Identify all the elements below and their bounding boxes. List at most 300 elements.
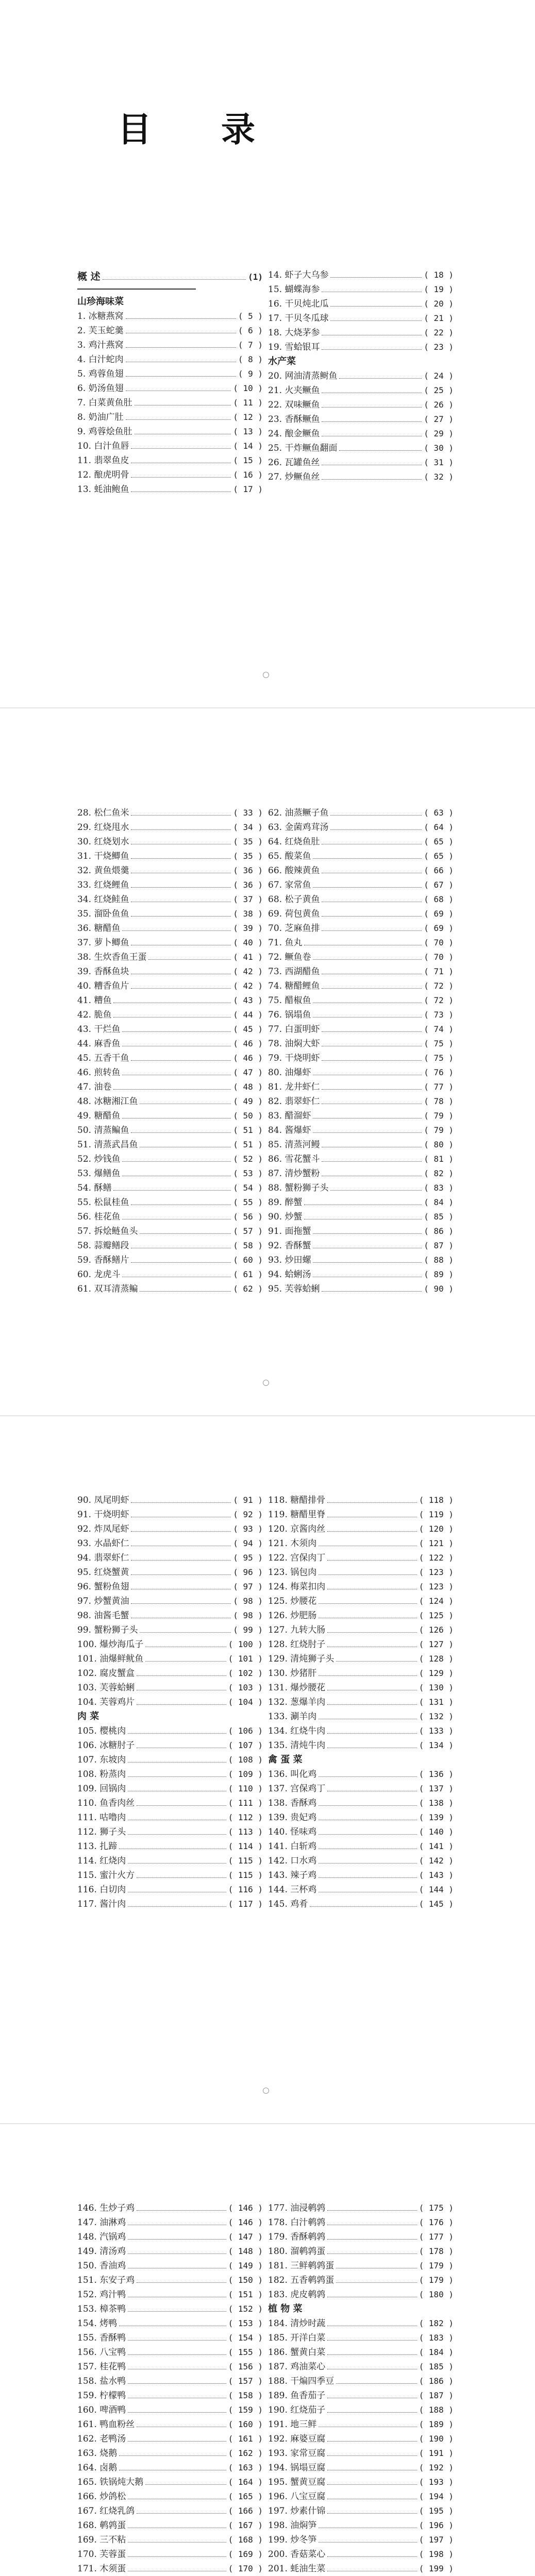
toc-entry[interactable] (268, 2316, 454, 2331)
toc-entry[interactable] (77, 2345, 263, 2360)
toc-entry[interactable] (268, 878, 454, 892)
toc-entry[interactable] (268, 1181, 454, 1195)
toc-entry[interactable] (268, 849, 454, 863)
toc-entry[interactable] (268, 1551, 454, 1565)
toc-entry[interactable] (77, 1782, 263, 1796)
toc-entry[interactable] (268, 369, 454, 383)
toc-entry-title: 7. 白菜黄鱼肚 (77, 398, 132, 408)
leader-dots (339, 378, 422, 379)
toc-entry[interactable] (77, 863, 263, 878)
toc-entry[interactable] (268, 2432, 454, 2446)
toc-entry-title: 65. 酸菜鱼 (268, 851, 311, 861)
toc-entry[interactable] (77, 1810, 263, 1825)
toc-entry[interactable] (268, 1224, 454, 1239)
toc-entry[interactable] (268, 2374, 454, 2388)
toc-entry[interactable] (77, 2273, 263, 2287)
toc-entry[interactable] (77, 352, 263, 367)
toc-entry[interactable] (77, 993, 263, 1008)
toc-entry[interactable] (77, 1724, 263, 1738)
leader-dots (336, 1661, 416, 1662)
toc-entry-title: 91. 干烧明虾 (77, 1510, 129, 1520)
toc-entry[interactable] (268, 1796, 454, 1810)
toc-entry-title: 168. 鹌鹑蛋 (77, 2520, 126, 2531)
toc-entry[interactable] (268, 1637, 454, 1652)
toc-entry-title: 94. 翡翠虾仁 (77, 1553, 129, 1563)
toc-entry[interactable] (77, 1094, 263, 1109)
toc-page (0, 1416, 535, 2124)
toc-entry[interactable] (77, 1753, 263, 1767)
toc-entry[interactable] (77, 907, 263, 921)
toc-entry-title: 24. 酿金鳜鱼 (268, 429, 320, 439)
toc-entry[interactable] (77, 439, 263, 453)
toc-entry[interactable] (268, 2475, 454, 2489)
toc-entry[interactable] (268, 1666, 454, 1681)
toc-entry[interactable] (268, 820, 454, 835)
toc-entry-title: 142. 口水鸡 (268, 1856, 317, 1866)
toc-entry[interactable] (268, 1854, 454, 1868)
toc-entry-page: ( 146 ) (228, 2203, 263, 2213)
toc-entry-page: ( 86 ) (424, 1226, 454, 1236)
toc-entry[interactable] (77, 1839, 263, 1854)
leader-dots (140, 1291, 231, 1292)
toc-entry[interactable] (77, 1109, 263, 1123)
toc-entry[interactable] (268, 1623, 454, 1637)
toc-entry[interactable] (77, 921, 263, 936)
toc-entry[interactable] (77, 2475, 263, 2489)
toc-entry[interactable] (77, 1623, 263, 1637)
toc-entry[interactable] (268, 1897, 454, 1911)
toc-entry[interactable] (268, 835, 454, 849)
toc-entry[interactable] (268, 427, 454, 441)
toc-entry[interactable] (77, 1008, 263, 1022)
toc-entry[interactable] (77, 1224, 263, 1239)
toc-entry[interactable] (268, 2273, 454, 2287)
toc-entry[interactable] (268, 1282, 454, 1296)
toc-entry-page: ( 20 ) (424, 299, 454, 309)
toc-entry-page: ( 196 ) (419, 2520, 454, 2530)
toc-entry-title: 47. 油卷 (77, 1082, 112, 1092)
toc-entry[interactable] (268, 1195, 454, 1210)
toc-entry[interactable] (77, 367, 263, 381)
toc-entry[interactable] (268, 1166, 454, 1181)
toc-entry[interactable] (77, 410, 263, 425)
toc-entry[interactable] (77, 2201, 263, 2215)
toc-entry[interactable] (268, 1109, 454, 1123)
toc-entry[interactable] (268, 326, 454, 340)
toc-entry-page: ( 24 ) (424, 371, 454, 381)
toc-entry[interactable] (77, 2259, 263, 2273)
toc-entry[interactable] (77, 2533, 263, 2547)
toc-entry[interactable] (268, 1681, 454, 1695)
toc-entry[interactable] (268, 1008, 454, 1022)
toc-entry[interactable] (268, 1738, 454, 1753)
leader-dots (322, 421, 422, 422)
toc-entry[interactable] (77, 453, 263, 468)
toc-entry[interactable] (77, 468, 263, 482)
toc-entry[interactable] (268, 2417, 454, 2432)
toc-entry-page: ( 175 ) (419, 2203, 454, 2213)
toc-entry[interactable] (268, 936, 454, 950)
toc-entry-page: ( 67 ) (424, 880, 454, 890)
toc-entry[interactable] (268, 1839, 454, 1854)
toc-entry[interactable] (268, 1239, 454, 1253)
toc-entry[interactable] (268, 2345, 454, 2360)
leader-dots (327, 1531, 416, 1532)
toc-entry-title: 85. 清蒸河鳗 (268, 1140, 320, 1150)
toc-entry[interactable] (77, 806, 263, 820)
toc-entry[interactable] (77, 1166, 263, 1181)
toc-entry[interactable] (268, 2215, 454, 2230)
toc-entry[interactable] (77, 1868, 263, 1883)
toc-entry[interactable] (77, 1282, 263, 1296)
toc-entry-page: ( 179 ) (419, 2275, 454, 2285)
toc-entry[interactable] (77, 849, 263, 863)
toc-entry[interactable] (77, 1080, 263, 1094)
toc-entry[interactable] (77, 1267, 263, 1282)
toc-entry-page: ( 125 ) (419, 1611, 454, 1620)
leader-dots (128, 2556, 226, 2557)
toc-entry[interactable] (268, 441, 454, 455)
toc-entry[interactable] (268, 1065, 454, 1080)
toc-entry[interactable] (77, 1897, 263, 1911)
toc-entry-title: 40. 糟香鱼片 (77, 981, 129, 991)
toc-entry[interactable] (268, 1253, 454, 1267)
toc-entry-page: ( 79 ) (424, 1125, 454, 1135)
toc-entry[interactable] (77, 2403, 263, 2417)
toc-entry[interactable] (268, 2504, 454, 2518)
toc-entry[interactable] (77, 2562, 263, 2576)
toc-entry[interactable] (268, 1580, 454, 1594)
toc-entry[interactable] (268, 2287, 454, 2302)
toc-entry-title: 154. 烤鸭 (77, 2318, 118, 2329)
toc-entry[interactable] (268, 383, 454, 398)
leader-dots (327, 2513, 416, 2514)
toc-entry[interactable] (77, 2417, 263, 2432)
toc-entry-page: ( 100 ) (228, 1639, 263, 1649)
toc-entry[interactable] (77, 1565, 263, 1580)
toc-entry[interactable] (268, 2446, 454, 2461)
toc-entry[interactable] (268, 1138, 454, 1152)
toc-entry[interactable] (268, 1810, 454, 1825)
toc-section-heading[interactable] (268, 2302, 454, 2316)
leader-dots (131, 829, 231, 830)
leader-dots (327, 2412, 416, 2413)
toc-entry-title: 84. 酱爆虾 (268, 1125, 311, 1136)
toc-section-heading[interactable] (77, 268, 263, 285)
leader-dots (339, 450, 422, 451)
toc-entry-page: ( 130 ) (419, 1683, 454, 1692)
toc-entry[interactable] (268, 2533, 454, 2547)
toc-entry[interactable] (77, 1883, 263, 1897)
toc-entry[interactable] (268, 1152, 454, 1166)
leader-dots (327, 2441, 416, 2442)
toc-entry-title: 121. 木须肉 (268, 1538, 317, 1549)
toc-entry[interactable] (268, 1565, 454, 1580)
toc-entry[interactable] (77, 835, 263, 849)
toc-entry-page: ( 123 ) (419, 1582, 454, 1591)
toc-entry[interactable] (268, 892, 454, 907)
toc-entry-title: 74. 糖醋鲤鱼 (268, 981, 320, 991)
toc-entry-title: 161. 鸭血粉丝 (77, 2419, 135, 2430)
toc-entry[interactable] (77, 381, 263, 396)
toc-entry[interactable] (268, 2360, 454, 2374)
toc-entry-title: 63. 金菌鸡茸汤 (268, 822, 329, 833)
toc-entry[interactable] (268, 964, 454, 979)
toc-entry-page: ( 182 ) (419, 2318, 454, 2328)
toc-entry[interactable] (77, 1123, 263, 1138)
toc-entry-page: ( 72 ) (424, 995, 454, 1005)
toc-entry[interactable] (268, 1868, 454, 1883)
toc-entry-title: 41. 糟鱼 (77, 995, 112, 1006)
toc-entry[interactable] (77, 2360, 263, 2374)
toc-entry[interactable] (77, 2374, 263, 2388)
toc-entry[interactable] (268, 1782, 454, 1796)
toc-entry[interactable] (77, 2446, 263, 2461)
leader-dots (137, 2513, 226, 2514)
toc-section-heading[interactable] (268, 1753, 454, 1767)
toc-entry-page: ( 80 ) (424, 1140, 454, 1149)
toc-entry-page: ( 17 ) (233, 484, 263, 494)
toc-entry[interactable] (77, 338, 263, 352)
toc-entry[interactable] (77, 425, 263, 439)
toc-section-heading[interactable] (268, 354, 454, 369)
toc-entry-page: ( 38 ) (233, 909, 263, 919)
toc-entry[interactable] (77, 2244, 263, 2259)
toc-entry[interactable] (77, 1854, 263, 1868)
toc-entry[interactable] (77, 1695, 263, 1709)
toc-entry[interactable] (268, 297, 454, 311)
toc-entry[interactable] (77, 1037, 263, 1051)
toc-entry[interactable] (268, 1594, 454, 1608)
toc-entry-page: ( 41 ) (233, 952, 263, 962)
toc-entry[interactable] (77, 964, 263, 979)
toc-entry-title: 169. 三不粘 (77, 2535, 126, 2545)
toc-entry-page: ( 58 ) (233, 1241, 263, 1250)
toc-entry[interactable] (77, 2316, 263, 2331)
toc-entry[interactable] (77, 820, 263, 835)
toc-entry[interactable] (268, 1080, 454, 1094)
toc-entry[interactable] (77, 1522, 263, 1536)
toc-entry[interactable] (77, 878, 263, 892)
toc-entry[interactable] (268, 1695, 454, 1709)
toc-entry[interactable] (77, 1637, 263, 1652)
toc-entry[interactable] (77, 1681, 263, 1695)
toc-entry[interactable] (77, 892, 263, 907)
toc-entry[interactable] (77, 1551, 263, 1565)
toc-entry-page: ( 81 ) (424, 1154, 454, 1164)
toc-entry-page: ( 29 ) (424, 429, 454, 438)
toc-entry-page: ( 62 ) (233, 1284, 263, 1294)
toc-entry[interactable] (77, 1767, 263, 1782)
toc-entry[interactable] (77, 1493, 263, 1507)
toc-entry[interactable] (77, 1181, 263, 1195)
toc-entry[interactable] (268, 340, 454, 354)
leader-dots (327, 2354, 416, 2355)
toc-entry[interactable] (268, 2230, 454, 2244)
toc-entry-page: ( 27 ) (424, 414, 454, 424)
toc-entry[interactable] (268, 1536, 454, 1551)
toc-entry[interactable] (268, 2489, 454, 2504)
toc-entry-page: ( 32 ) (424, 472, 454, 482)
toc-entry[interactable] (77, 1152, 263, 1166)
toc-entry[interactable] (268, 1825, 454, 1839)
toc-entry[interactable] (268, 1652, 454, 1666)
toc-entry[interactable] (77, 1536, 263, 1551)
leader-dots (103, 279, 246, 280)
toc-entry-page: ( 68 ) (424, 894, 454, 904)
toc-entry-title: 52. 炒钱鱼 (77, 1154, 121, 1164)
toc-entry[interactable] (77, 2518, 263, 2533)
toc-entry[interactable] (268, 2331, 454, 2345)
leader-dots (313, 858, 422, 859)
toc-entry[interactable] (77, 1825, 263, 1839)
toc-entry[interactable] (268, 398, 454, 412)
toc-entry[interactable] (268, 1608, 454, 1623)
toc-entry[interactable] (77, 2547, 263, 2562)
toc-entry[interactable] (268, 921, 454, 936)
toc-entry[interactable] (77, 936, 263, 950)
toc-entry[interactable] (268, 2562, 454, 2576)
toc-entry[interactable] (268, 282, 454, 297)
toc-entry-page: ( 197 ) (419, 2535, 454, 2545)
toc-entry-title: 140. 怪味鸡 (268, 1827, 317, 1837)
toc-entry[interactable] (77, 1210, 263, 1224)
toc-entry[interactable] (77, 1253, 263, 1267)
toc-entry[interactable] (77, 1738, 263, 1753)
toc-entry[interactable] (77, 2489, 263, 2504)
toc-entry[interactable] (77, 2432, 263, 2446)
toc-entry[interactable] (268, 1883, 454, 1897)
toc-entry[interactable] (268, 1037, 454, 1051)
toc-entry[interactable] (77, 1051, 263, 1065)
toc-entry[interactable] (268, 2388, 454, 2403)
toc-entry-title: 22. 双味鳜鱼 (268, 400, 320, 410)
toc-entry[interactable] (268, 470, 454, 484)
toc-entry[interactable] (268, 1094, 454, 1109)
toc-entry[interactable] (77, 482, 263, 497)
toc-entry-page: ( 126 ) (419, 1625, 454, 1635)
toc-entry-page: ( 70 ) (424, 938, 454, 947)
toc-entry[interactable] (268, 1507, 454, 1522)
toc-entry[interactable] (268, 1522, 454, 1536)
toc-entry[interactable] (77, 1507, 263, 1522)
toc-entry[interactable] (268, 2244, 454, 2259)
toc-entry[interactable] (268, 2461, 454, 2475)
toc-entry[interactable] (268, 455, 454, 470)
toc-entry[interactable] (77, 2388, 263, 2403)
toc-entry[interactable] (77, 1580, 263, 1594)
toc-entry[interactable] (77, 1796, 263, 1810)
toc-entry[interactable] (268, 863, 454, 878)
toc-entry[interactable] (77, 1666, 263, 1681)
toc-entry-title: 20. 网油清蒸鲥鱼 (268, 371, 338, 381)
toc-entry[interactable] (268, 2518, 454, 2533)
toc-entry-title: 79. 干烧明虾 (268, 1053, 320, 1063)
toc-entry-page: ( 109 ) (228, 1769, 263, 1779)
toc-entry[interactable] (77, 2302, 263, 2316)
toc-entry[interactable] (268, 1267, 454, 1282)
toc-entry-page: ( 8 ) (238, 354, 263, 364)
toc-entry[interactable] (77, 979, 263, 993)
toc-entry-title: 8. 奶油广肚 (77, 412, 124, 422)
toc-entry[interactable] (268, 1210, 454, 1224)
toc-section-heading[interactable] (77, 1709, 263, 1724)
toc-entry[interactable] (77, 950, 263, 964)
toc-column-right (268, 2201, 454, 2576)
toc-entry[interactable] (77, 2461, 263, 2475)
toc-entry[interactable] (268, 1022, 454, 1037)
toc-entry-title: 水产菜 (268, 356, 296, 367)
leader-dots (336, 2383, 416, 2384)
toc-entry-page: ( 21 ) (424, 313, 454, 323)
toc-entry-title: 109. 回锅肉 (77, 1784, 126, 1794)
toc-entry[interactable] (77, 309, 263, 324)
toc-entry-title: 123. 锅包肉 (268, 1567, 317, 1578)
toc-entry[interactable] (268, 806, 454, 820)
toc-entry[interactable] (268, 268, 454, 282)
toc-entry-title: 190. 红烧茄子 (268, 2405, 326, 2415)
toc-entry[interactable] (268, 1767, 454, 1782)
toc-entry-page: ( 134 ) (419, 1740, 454, 1750)
toc-entry[interactable] (268, 993, 454, 1008)
toc-entry[interactable] (77, 1608, 263, 1623)
toc-entry[interactable] (268, 1051, 454, 1065)
toc-entry-title: 23. 香酥鳜鱼 (268, 414, 320, 425)
toc-entry[interactable] (77, 1065, 263, 1080)
toc-entry[interactable] (77, 1195, 263, 1210)
toc-entry[interactable] (268, 1709, 454, 1724)
leader-dots (128, 1906, 226, 1907)
toc-entry-title: 37. 萝卜鲫鱼 (77, 938, 129, 948)
toc-entry[interactable] (268, 1724, 454, 1738)
toc-entry-page: ( 128 ) (419, 1654, 454, 1664)
toc-entry-page: ( 44 ) (233, 1010, 263, 1020)
toc-entry[interactable] (268, 2547, 454, 2562)
toc-entry-title: 14. 虾子大乌参 (268, 270, 329, 280)
toc-entry[interactable] (77, 396, 263, 410)
toc-entry[interactable] (77, 1652, 263, 1666)
toc-entry[interactable] (268, 311, 454, 326)
toc-entry[interactable] (268, 2259, 454, 2273)
toc-entry[interactable] (77, 2331, 263, 2345)
toc-entry[interactable] (77, 1239, 263, 1253)
toc-entry[interactable] (268, 950, 454, 964)
leader-dots (313, 887, 422, 888)
toc-entry-title: 48. 冰糖湘江鱼 (77, 1096, 138, 1107)
toc-entry[interactable] (77, 324, 263, 338)
toc-entry[interactable] (77, 2287, 263, 2302)
toc-entry[interactable] (268, 1123, 454, 1138)
toc-entry[interactable] (268, 412, 454, 427)
toc-entry[interactable] (268, 979, 454, 993)
leader-dots (140, 1632, 231, 1633)
toc-entry[interactable] (77, 2215, 263, 2230)
toc-entry[interactable] (77, 2230, 263, 2244)
toc-entry[interactable] (77, 1594, 263, 1608)
toc-entry[interactable] (77, 1138, 263, 1152)
toc-entry[interactable] (268, 2201, 454, 2215)
toc-entry[interactable] (77, 2504, 263, 2518)
toc-entry[interactable] (268, 1493, 454, 1507)
toc-entry[interactable] (77, 1022, 263, 1037)
leader-dots (327, 1632, 416, 1633)
leader-dots (131, 477, 231, 478)
toc-entry-page: ( 25 ) (424, 385, 454, 395)
toc-entry-title: 11. 翡翠鱼皮 (77, 455, 129, 466)
toc-entry[interactable] (268, 907, 454, 921)
toc-section-heading[interactable] (77, 295, 263, 309)
toc-entry[interactable] (268, 2403, 454, 2417)
